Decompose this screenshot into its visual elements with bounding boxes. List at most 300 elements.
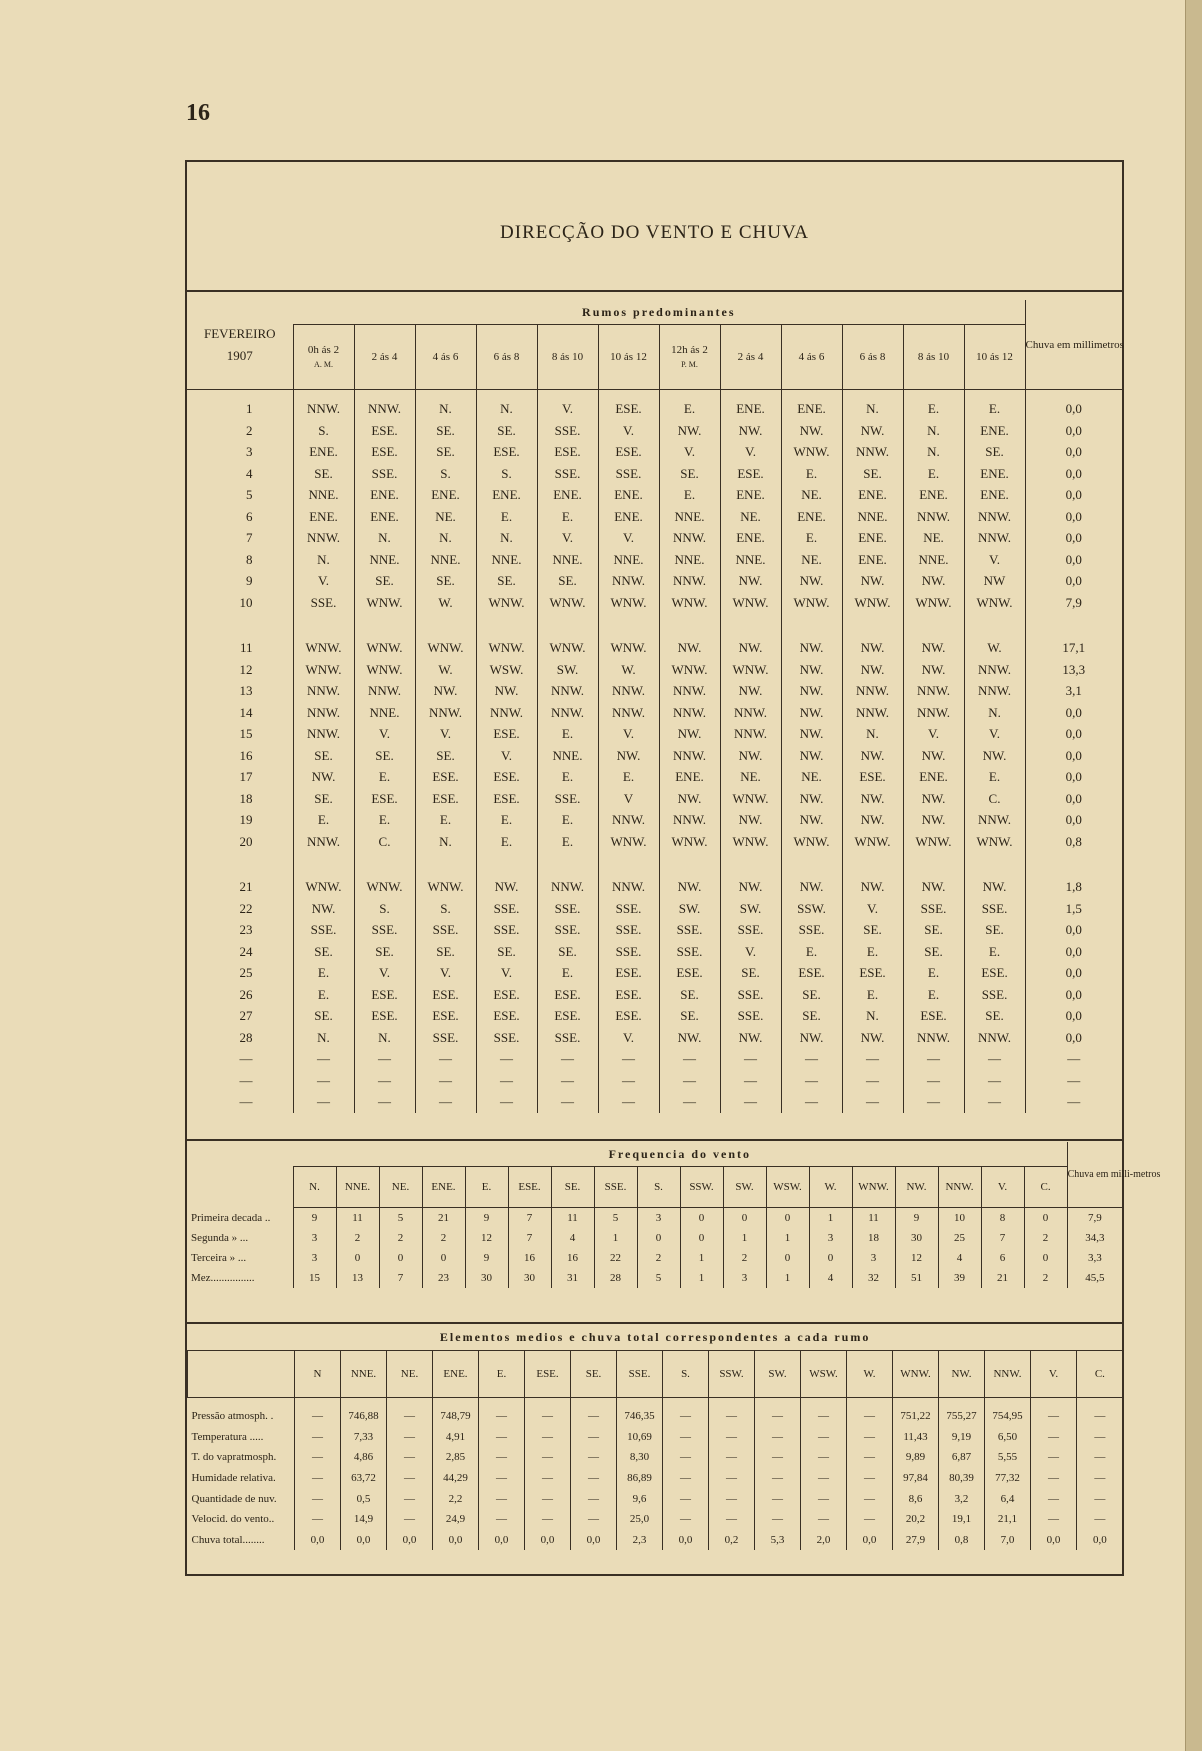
direction-cell: SSE.: [293, 592, 354, 614]
spacer-cell: [293, 614, 354, 638]
direction-cell: SSE.: [903, 898, 964, 920]
elem-column-header: NE.: [387, 1351, 433, 1398]
dash-cell: —: [415, 1070, 476, 1092]
direction-cell: SSE.: [659, 941, 720, 963]
direction-cell: NW.: [842, 877, 903, 899]
direction-cell: E.: [537, 506, 598, 528]
direction-cell: SSE.: [598, 463, 659, 485]
direction-cell: V.: [476, 745, 537, 767]
freq-column-header: NW.: [895, 1167, 938, 1208]
direction-cell: ESE.: [537, 442, 598, 464]
period-header: [354, 325, 415, 390]
elem-cell: —: [571, 1398, 617, 1427]
freq-cell: 2: [1024, 1228, 1067, 1248]
dash-cell: —: [537, 1049, 598, 1071]
direction-cell: WNW.: [903, 831, 964, 853]
direction-cell: N.: [842, 390, 903, 421]
rain-cell: 0,0: [1025, 788, 1122, 810]
elem-cell: —: [295, 1427, 341, 1448]
row-label: Humidade relativa.: [191, 1472, 276, 1485]
direction-cell: SW.: [720, 898, 781, 920]
freq-cell: 3: [852, 1248, 895, 1268]
direction-cell: N.: [354, 1027, 415, 1049]
direction-cell: NNW.: [964, 681, 1025, 703]
elem-cell: —: [663, 1509, 709, 1530]
direction-cell: V.: [598, 420, 659, 442]
direction-cell: SSE.: [720, 920, 781, 942]
elem-cell: —: [1077, 1468, 1123, 1489]
elem-cell: —: [525, 1488, 571, 1509]
dash-cell: —: [903, 1070, 964, 1092]
direction-cell: SSE.: [964, 984, 1025, 1006]
period-header: [781, 325, 842, 390]
direction-cell: E.: [293, 963, 354, 985]
elem-column-header: ENE.: [433, 1351, 479, 1398]
freq-cell: 9: [293, 1208, 336, 1229]
direction-cell: WNW.: [781, 831, 842, 853]
elem-cell: —: [663, 1488, 709, 1509]
spacer-cell: [354, 614, 415, 638]
elem-column-header: NNE.: [341, 1351, 387, 1398]
elem-cell: —: [479, 1447, 525, 1468]
direction-cell: V.: [476, 963, 537, 985]
spacer-cell: [598, 853, 659, 877]
direction-cell: SW.: [537, 659, 598, 681]
direction-cell: NNW.: [537, 702, 598, 724]
elem-cell: —: [387, 1398, 433, 1427]
rain-cell: 0,0: [1025, 390, 1122, 421]
direction-cell: NW.: [720, 638, 781, 660]
elem-cell: 3,2: [939, 1488, 985, 1509]
dash-cell: —: [720, 1092, 781, 1114]
direction-cell: NW.: [842, 1027, 903, 1049]
elem-cell: 21,1: [985, 1509, 1031, 1530]
elem-cell: 0,0: [387, 1530, 433, 1551]
direction-cell: NNW.: [842, 442, 903, 464]
elem-cell: 25,0: [617, 1509, 663, 1530]
spacer-cell: [415, 853, 476, 877]
elem-cell: 77,32: [985, 1468, 1031, 1489]
empty-day-row: [187, 1092, 1122, 1114]
direction-cell: S.: [415, 463, 476, 485]
direction-cell: E.: [842, 941, 903, 963]
direction-cell: V.: [415, 963, 476, 985]
direction-cell: SSW.: [781, 898, 842, 920]
freq-cell: 22: [594, 1248, 637, 1268]
freq-column-header: SSW.: [680, 1167, 723, 1208]
spacer-cell: [537, 853, 598, 877]
elem-cell: 5,3: [755, 1530, 801, 1551]
dash-cell: —: [598, 1092, 659, 1114]
empty-day-row: [187, 1070, 1122, 1092]
table-row: [187, 1228, 1122, 1248]
direction-cell: N.: [964, 702, 1025, 724]
direction-cell: E.: [659, 485, 720, 507]
dash-cell: —: [659, 1092, 720, 1114]
dash-cell: —: [903, 1049, 964, 1071]
direction-cell: NW.: [842, 659, 903, 681]
direction-cell: NW.: [903, 659, 964, 681]
elem-cell: 2,85: [433, 1447, 479, 1468]
direction-cell: NW.: [720, 571, 781, 593]
freq-column-header: NE.: [379, 1167, 422, 1208]
direction-cell: E.: [598, 767, 659, 789]
direction-cell: V.: [598, 1027, 659, 1049]
elem-cell: 751,22: [893, 1398, 939, 1427]
direction-cell: V.: [659, 442, 720, 464]
direction-cell: WNW.: [659, 659, 720, 681]
direction-cell: NNE.: [842, 506, 903, 528]
direction-cell: ESE.: [720, 463, 781, 485]
direction-cell: E.: [476, 810, 537, 832]
elem-cell: 0,0: [433, 1530, 479, 1551]
direction-cell: NW.: [476, 877, 537, 899]
direction-cell: SE.: [476, 941, 537, 963]
direction-cell: E.: [476, 506, 537, 528]
direction-cell: V.: [537, 390, 598, 421]
dash-cell: —: [842, 1092, 903, 1114]
direction-cell: NW.: [781, 681, 842, 703]
freq-cell: 1: [809, 1208, 852, 1229]
freq-cell: 9: [465, 1208, 508, 1229]
table-row: [187, 638, 1122, 660]
dash-cell: —: [964, 1070, 1025, 1092]
elem-column-header: ESE.: [525, 1351, 571, 1398]
direction-cell: ESE.: [476, 767, 537, 789]
elem-cell: —: [755, 1488, 801, 1509]
period-header: [659, 325, 720, 390]
table-row: [187, 442, 1122, 464]
elem-cell: —: [801, 1488, 847, 1509]
table-row: [188, 1530, 1123, 1551]
freq-cell: 0: [637, 1228, 680, 1248]
direction-cell: V.: [354, 724, 415, 746]
elem-cell: 63,72: [341, 1468, 387, 1489]
elem-cell: —: [755, 1447, 801, 1468]
direction-cell: NNW.: [537, 877, 598, 899]
direction-cell: V.: [720, 941, 781, 963]
elem-cell: 11,43: [893, 1427, 939, 1448]
day-cell: 10: [239, 594, 253, 610]
direction-cell: ESE.: [354, 788, 415, 810]
direction-cell: ESE.: [354, 420, 415, 442]
rain-cell: 0,0: [1025, 1027, 1122, 1049]
direction-cell: SSE.: [537, 788, 598, 810]
elem-cell: 0,0: [571, 1530, 617, 1551]
freq-cell: 25: [938, 1228, 981, 1248]
elem-cell: —: [571, 1509, 617, 1530]
direction-cell: C.: [964, 788, 1025, 810]
spacer-cell: [659, 614, 720, 638]
elem-column-header: SW.: [755, 1351, 801, 1398]
direction-cell: SE.: [354, 745, 415, 767]
row-label: T. do vapratmosph.: [191, 1451, 277, 1464]
period-header: [476, 325, 537, 390]
day-cell: 22: [239, 900, 253, 916]
dash-cell: —: [239, 1072, 253, 1088]
table-row: [188, 1488, 1123, 1509]
dash-cell: —: [964, 1092, 1025, 1114]
elem-cell: 0,0: [479, 1530, 525, 1551]
period-label: 8 ás 10: [917, 351, 950, 363]
table-row: [187, 724, 1122, 746]
spacer-cell: [720, 614, 781, 638]
direction-cell: ENE.: [354, 485, 415, 507]
direction-cell: WNW.: [354, 638, 415, 660]
direction-cell: C.: [354, 831, 415, 853]
dash-cell: —: [239, 1051, 253, 1067]
direction-cell: ENE.: [903, 485, 964, 507]
period-header: [293, 325, 354, 390]
dash-cell: —: [598, 1070, 659, 1092]
spacer-cell: [537, 614, 598, 638]
period-label: 0h ás 2: [307, 343, 340, 356]
direction-cell: NW.: [476, 681, 537, 703]
direction-cell: NW.: [781, 1027, 842, 1049]
elem-cell: —: [479, 1468, 525, 1489]
direction-cell: W.: [598, 659, 659, 681]
year-label: 1907: [226, 347, 253, 363]
elem-cell: 7,33: [341, 1427, 387, 1448]
direction-cell: ENE.: [659, 767, 720, 789]
spacer-cell: [781, 853, 842, 877]
direction-cell: E.: [354, 767, 415, 789]
elem-cell: 27,9: [893, 1530, 939, 1551]
elem-column-header: NW.: [939, 1351, 985, 1398]
elem-cell: —: [847, 1447, 893, 1468]
direction-cell: ENE.: [598, 506, 659, 528]
direction-cell: V.: [842, 898, 903, 920]
freq-cell: 0: [379, 1248, 422, 1268]
elem-cell: —: [479, 1427, 525, 1448]
day-cell: 8: [246, 551, 253, 567]
day-cell: 4: [246, 465, 253, 481]
direction-cell: V.: [964, 549, 1025, 571]
direction-cell: SSE.: [598, 898, 659, 920]
direction-cell: SSE.: [537, 898, 598, 920]
elem-cell: 0,0: [663, 1530, 709, 1551]
direction-cell: SSE.: [720, 984, 781, 1006]
freq-column-header: E.: [465, 1167, 508, 1208]
freq-cell: 4: [551, 1228, 594, 1248]
elem-cell: 0,5: [341, 1488, 387, 1509]
elem-cell: —: [525, 1398, 571, 1427]
direction-cell: SE.: [903, 941, 964, 963]
direction-cell: NNE.: [598, 549, 659, 571]
spacer-cell: [293, 853, 354, 877]
direction-cell: NW.: [781, 788, 842, 810]
direction-cell: ESE.: [354, 442, 415, 464]
freq-cell: 2: [422, 1228, 465, 1248]
elem-cell: —: [525, 1509, 571, 1530]
rain-cell: 0,0: [1025, 941, 1122, 963]
direction-cell: NW.: [720, 810, 781, 832]
direction-cell: ENE.: [537, 485, 598, 507]
direction-cell: WNW.: [659, 831, 720, 853]
direction-cell: NNE.: [293, 485, 354, 507]
direction-cell: NW.: [659, 1027, 720, 1049]
day-cell: 14: [239, 704, 253, 720]
direction-cell: WNW.: [720, 788, 781, 810]
spacer-cell: [903, 614, 964, 638]
dash-cell: —: [720, 1070, 781, 1092]
elem-cell: 44,29: [433, 1468, 479, 1489]
direction-cell: NNW.: [659, 528, 720, 550]
freq-cell: 32: [852, 1268, 895, 1288]
direction-cell: E.: [903, 963, 964, 985]
dash-cell: —: [964, 1049, 1025, 1071]
direction-cell: N.: [903, 420, 964, 442]
dash-cell: —: [239, 1094, 253, 1110]
table-row: [187, 702, 1122, 724]
direction-cell: N.: [903, 442, 964, 464]
direction-cell: SSE.: [537, 1027, 598, 1049]
direction-cell: NW.: [659, 877, 720, 899]
direction-cell: NW.: [842, 420, 903, 442]
direction-cell: NW.: [720, 1027, 781, 1049]
elem-cell: 9,6: [617, 1488, 663, 1509]
month-label: FEVEREIRO: [204, 325, 276, 341]
direction-cell: NNW.: [415, 702, 476, 724]
table-row: [187, 549, 1122, 571]
elem-cell: —: [663, 1468, 709, 1489]
direction-cell: E.: [659, 390, 720, 421]
elem-cell: 19,1: [939, 1509, 985, 1530]
direction-cell: NNW.: [354, 390, 415, 421]
direction-cell: SSE.: [354, 920, 415, 942]
rain-cell: 0,0: [1025, 528, 1122, 550]
rain-cell: 0,0: [1025, 745, 1122, 767]
day-cell: 26: [239, 986, 253, 1002]
direction-cell: SE.: [476, 571, 537, 593]
elem-column-header: WSW.: [801, 1351, 847, 1398]
freq-column-header: V.: [981, 1167, 1024, 1208]
freq-cell: 6: [981, 1248, 1024, 1268]
direction-cell: WNW.: [293, 638, 354, 660]
direction-cell: ESE.: [537, 984, 598, 1006]
direction-cell: WNW.: [293, 877, 354, 899]
freq-cell: 1: [766, 1228, 809, 1248]
freq-column-header: SSE.: [594, 1167, 637, 1208]
freq-cell: 11: [551, 1208, 594, 1229]
elem-cell: 9,89: [893, 1447, 939, 1468]
direction-cell: NW.: [842, 745, 903, 767]
direction-cell: V.: [354, 963, 415, 985]
elem-column-header: S.: [663, 1351, 709, 1398]
dash-cell: —: [598, 1049, 659, 1071]
direction-cell: SE.: [476, 420, 537, 442]
period-header: [964, 325, 1025, 390]
direction-cell: ESE.: [476, 442, 537, 464]
direction-cell: SE.: [903, 920, 964, 942]
row-label: Chuva total........: [191, 1533, 265, 1546]
direction-cell: WNW.: [781, 592, 842, 614]
elem-cell: —: [295, 1488, 341, 1509]
day-cell: 25: [239, 965, 253, 981]
row-label: Segunda » ...: [191, 1232, 249, 1244]
freq-cell: 11: [336, 1208, 379, 1229]
elem-cell: 6,50: [985, 1427, 1031, 1448]
freq-cell: 1: [680, 1268, 723, 1288]
direction-cell: V.: [903, 724, 964, 746]
table-row: [187, 767, 1122, 789]
direction-cell: E.: [537, 963, 598, 985]
frequency-rain-header: Chuva em milli-metros: [1067, 1142, 1122, 1208]
direction-cell: N.: [293, 549, 354, 571]
period-label: 4 ás 6: [432, 351, 459, 363]
direction-cell: SSE.: [476, 898, 537, 920]
direction-cell: E.: [781, 463, 842, 485]
direction-cell: NE.: [781, 549, 842, 571]
elem-cell: —: [1031, 1509, 1077, 1530]
freq-cell: 1: [594, 1228, 637, 1248]
direction-cell: SE.: [293, 941, 354, 963]
direction-cell: N.: [415, 831, 476, 853]
direction-cell: NNE.: [537, 745, 598, 767]
direction-cell: WNW.: [354, 659, 415, 681]
direction-cell: WNW.: [720, 659, 781, 681]
row-label: Temperatura .....: [191, 1430, 264, 1443]
direction-cell: SE.: [293, 745, 354, 767]
freq-cell: 0: [766, 1208, 809, 1229]
rain-cell: 0,0: [1025, 920, 1122, 942]
direction-cell: N.: [476, 390, 537, 421]
elem-cell: 6,4: [985, 1488, 1031, 1509]
spacer-cell: [476, 853, 537, 877]
freq-cell: 30: [895, 1228, 938, 1248]
direction-cell: SSE.: [537, 920, 598, 942]
elem-cell: —: [479, 1509, 525, 1530]
row-label: Pressão atmosph. .: [191, 1410, 274, 1423]
elem-cell: —: [1077, 1398, 1123, 1427]
dash-cell: —: [476, 1070, 537, 1092]
rain-cell: 0,0: [1025, 506, 1122, 528]
elem-cell: —: [755, 1427, 801, 1448]
direction-cell: SW.: [659, 898, 720, 920]
elem-cell: 8,6: [893, 1488, 939, 1509]
direction-cell: NW.: [781, 745, 842, 767]
direction-cell: NW.: [903, 788, 964, 810]
rain-cell: 0,0: [1025, 1006, 1122, 1028]
direction-cell: E.: [293, 810, 354, 832]
direction-cell: NNW.: [293, 702, 354, 724]
direction-cell: WNW.: [354, 592, 415, 614]
table-row: [187, 681, 1122, 703]
day-cell: 12: [239, 661, 253, 677]
period-header: [842, 325, 903, 390]
day-cell: 1: [246, 401, 253, 416]
elem-cell: 8,30: [617, 1447, 663, 1468]
freq-cell: 31: [551, 1268, 594, 1288]
direction-cell: SE.: [415, 420, 476, 442]
spacer-cell: [354, 853, 415, 877]
direction-cell: SE.: [415, 571, 476, 593]
direction-cell: ESE.: [842, 767, 903, 789]
freq-cell: 1: [766, 1268, 809, 1288]
elem-label-header: [188, 1351, 295, 1398]
dash-cell: —: [293, 1070, 354, 1092]
rain-cell: 0,0: [1025, 767, 1122, 789]
period-header: [537, 325, 598, 390]
direction-cell: WNW.: [537, 638, 598, 660]
elem-column-header: NNW.: [985, 1351, 1031, 1398]
table-row: [187, 941, 1122, 963]
freq-cell: 7: [379, 1268, 422, 1288]
elem-cell: —: [709, 1488, 755, 1509]
row-label: Mez................: [191, 1272, 255, 1284]
period-label: 2 ás 4: [737, 351, 764, 363]
elem-cell: —: [571, 1447, 617, 1468]
